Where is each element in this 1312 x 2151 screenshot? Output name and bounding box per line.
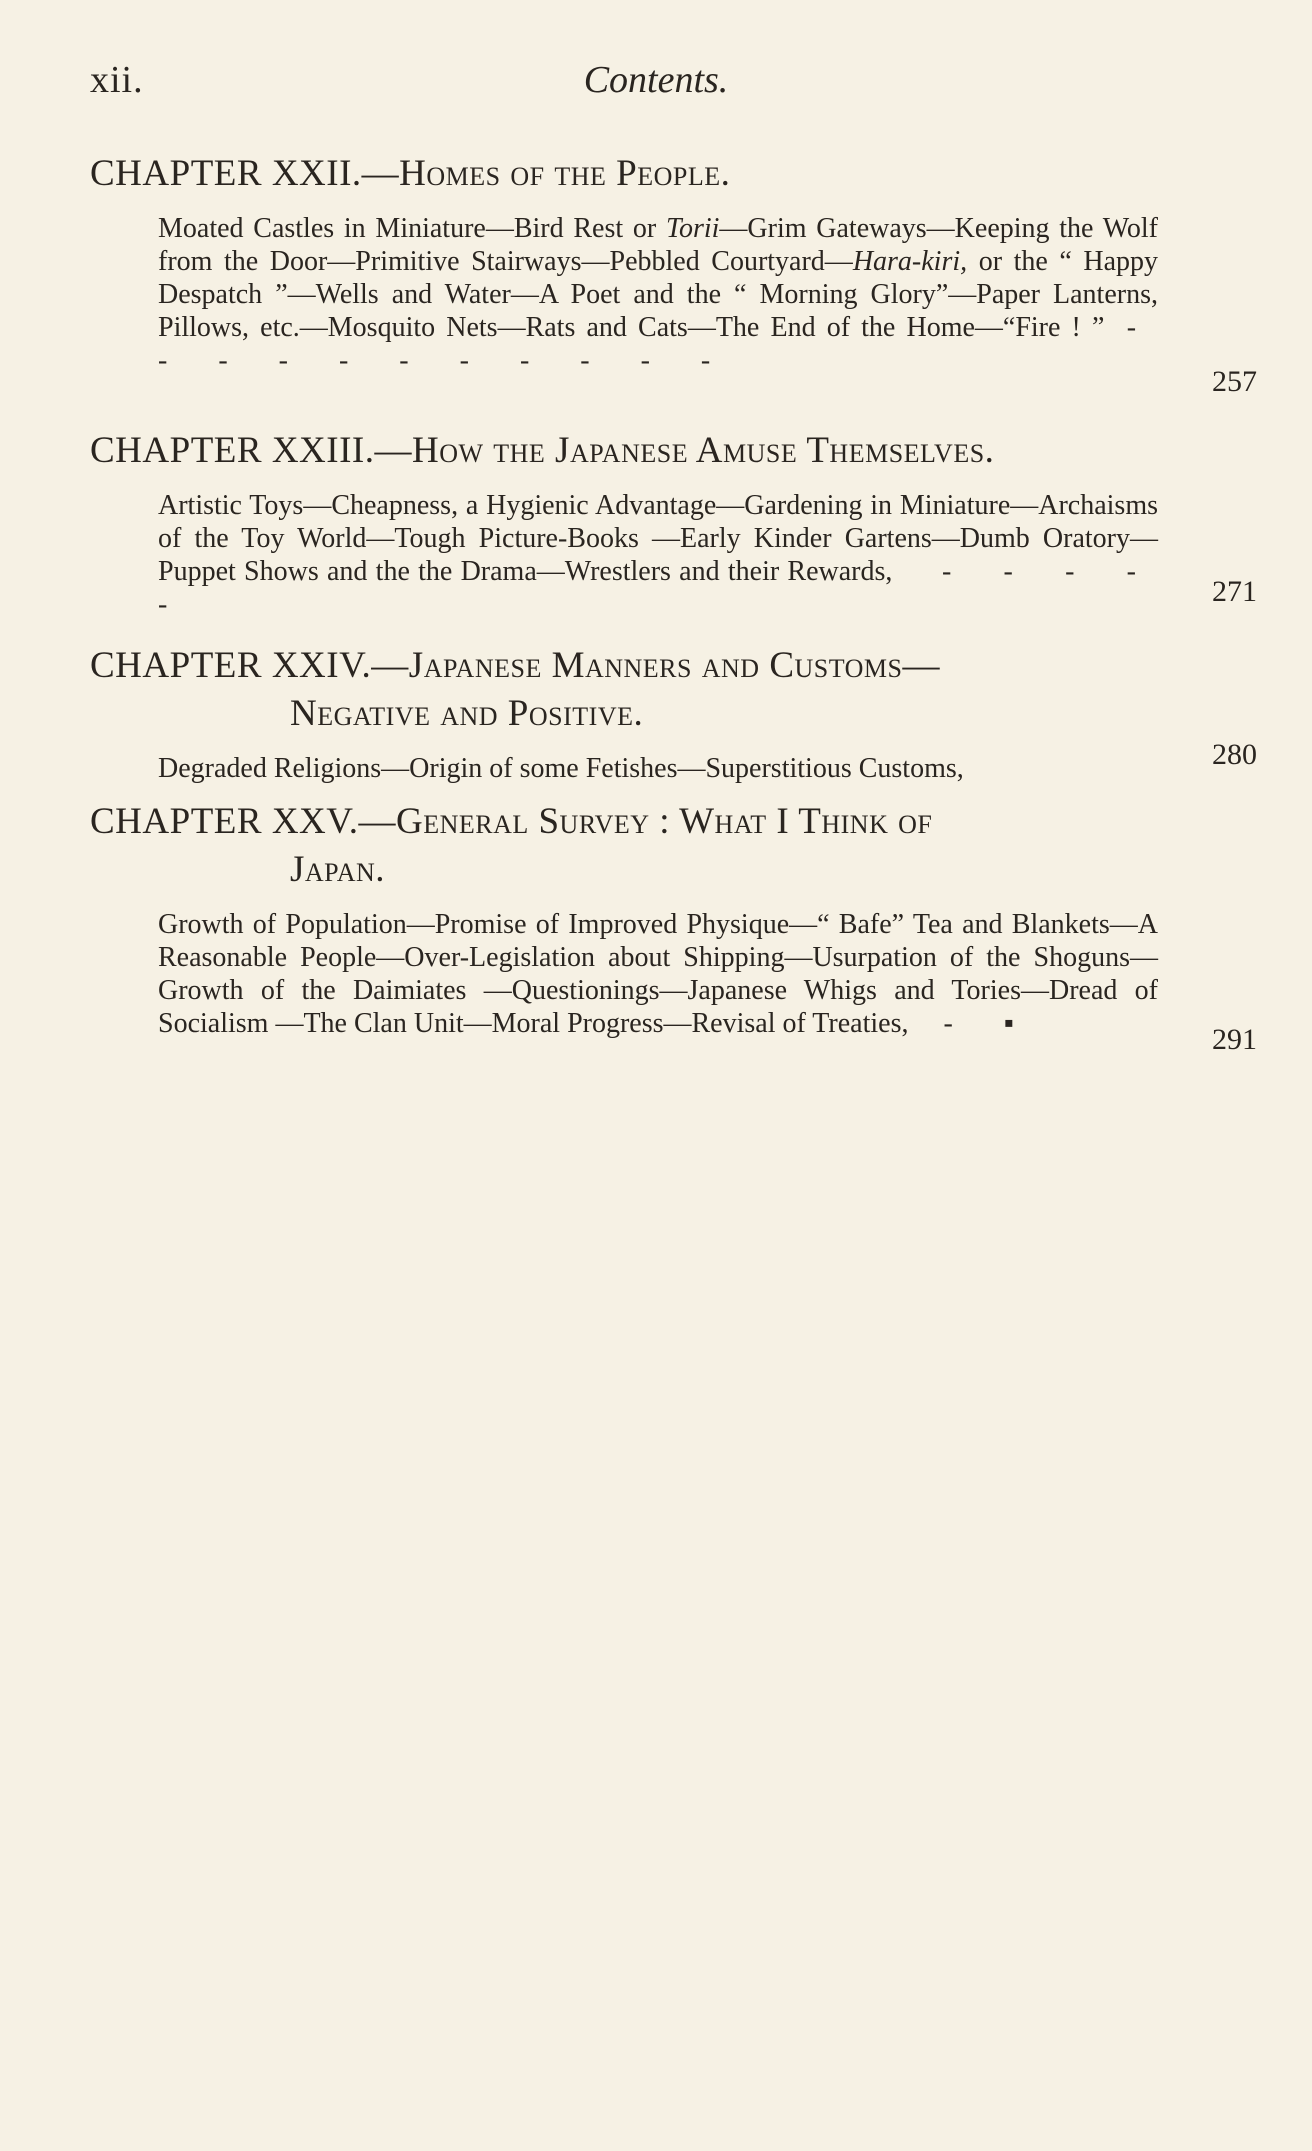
chapter-heading: CHAPTER XXV.—General Survey : What I Think of Japan. bbox=[90, 798, 1270, 894]
running-head: Contents. bbox=[583, 59, 729, 101]
dot-leaders: - ▪ bbox=[943, 1008, 1036, 1039]
page-reference: 271 bbox=[1212, 575, 1257, 608]
chapter-number: CHAPTER XXII. bbox=[90, 153, 362, 194]
chapter-summary bbox=[158, 908, 1158, 1040]
chapter-title: Homes of the People. bbox=[399, 153, 731, 194]
chapter-summary bbox=[158, 752, 1158, 785]
chapter-number: CHAPTER XXIII. bbox=[90, 430, 375, 471]
chapter-entry-25 bbox=[90, 798, 1270, 1056]
summary-italic-hara-kiri: Hara-kiri, bbox=[852, 246, 968, 277]
chapter-heading: CHAPTER XXIV.—Japanese Manners and Customs— Negative and Positive. bbox=[90, 642, 1270, 738]
summary-italic-torii: Torii bbox=[665, 213, 720, 244]
summary-text: —Grim Gateways—Keeping the Wolf from the Door—Primitive Stairways—Pebbled Courtyard— bbox=[158, 213, 1158, 277]
page-reference: 291 bbox=[1212, 1023, 1257, 1056]
chapter-entry-22 bbox=[90, 150, 1270, 398]
chapter-summary bbox=[158, 489, 1158, 621]
chapter-heading: CHAPTER XXII.—Homes of the People. bbox=[90, 153, 731, 194]
page-reference: 257 bbox=[1212, 365, 1257, 398]
chapter-title-line-1: General Survey : What I Think of bbox=[395, 801, 933, 842]
summary-text: Degraded Religions—Origin of some Fetishes—Superstitious Customs, bbox=[158, 753, 964, 784]
chapter-entry-23 bbox=[90, 427, 1270, 621]
dot-leaders: - - - - - bbox=[158, 556, 1158, 620]
chapter-entry-24 bbox=[90, 642, 1270, 785]
summary-text: Growth of Population—Promise of Improved Physique—“ Bafe” Tea and Blankets—A Reasonable People—Over-Legislation about Shipping—Usurpation of the Shoguns—Growth of the Daimiates —Questionings—Japanese Whigs and Tories—Dread of Socialism —The Clan Unit—Moral Progress—Revisal of Treaties, bbox=[158, 909, 1158, 1039]
chapter-title-line-2: Negative and Positive. bbox=[290, 693, 644, 734]
dot-leaders: - - - - - - - - - - - bbox=[158, 312, 1159, 376]
page-number: xii. bbox=[90, 59, 144, 101]
chapter-number: CHAPTER XXIV. bbox=[90, 645, 372, 686]
chapter-summary bbox=[158, 212, 1158, 377]
chapter-title: How the Japanese Amuse Themselves. bbox=[411, 430, 995, 471]
chapter-number: CHAPTER XXV. bbox=[90, 801, 359, 842]
summary-text: or the “ Happy Despatch ”—Wells and Water—A Poet and the “ Morning Glory”—Paper Lanterns, Pillows, etc.—Mosquito Nets—Rats and Cats—The End of the Home—“Fire ! ” bbox=[158, 246, 1158, 343]
chapter-title-line-2: Japan. bbox=[290, 849, 386, 890]
chapter-heading: CHAPTER XXIII.—How the Japanese Amuse Themselves. bbox=[90, 430, 995, 471]
summary-text: Moated Castles in Miniature—Bird Rest or bbox=[158, 213, 666, 244]
page-reference: 280 bbox=[1212, 738, 1257, 771]
chapter-title-line-1: Japanese Manners and Customs— bbox=[408, 645, 940, 686]
summary-text: Artistic Toys—Cheapness, a Hygienic Advantage—Gardening in Miniature—Archaisms of the Toy World—Tough Picture-Books —Early Kinder Gartens—Dumb Oratory—Puppet Shows and the the Drama—Wrestlers and their Rewards, bbox=[158, 490, 1158, 587]
